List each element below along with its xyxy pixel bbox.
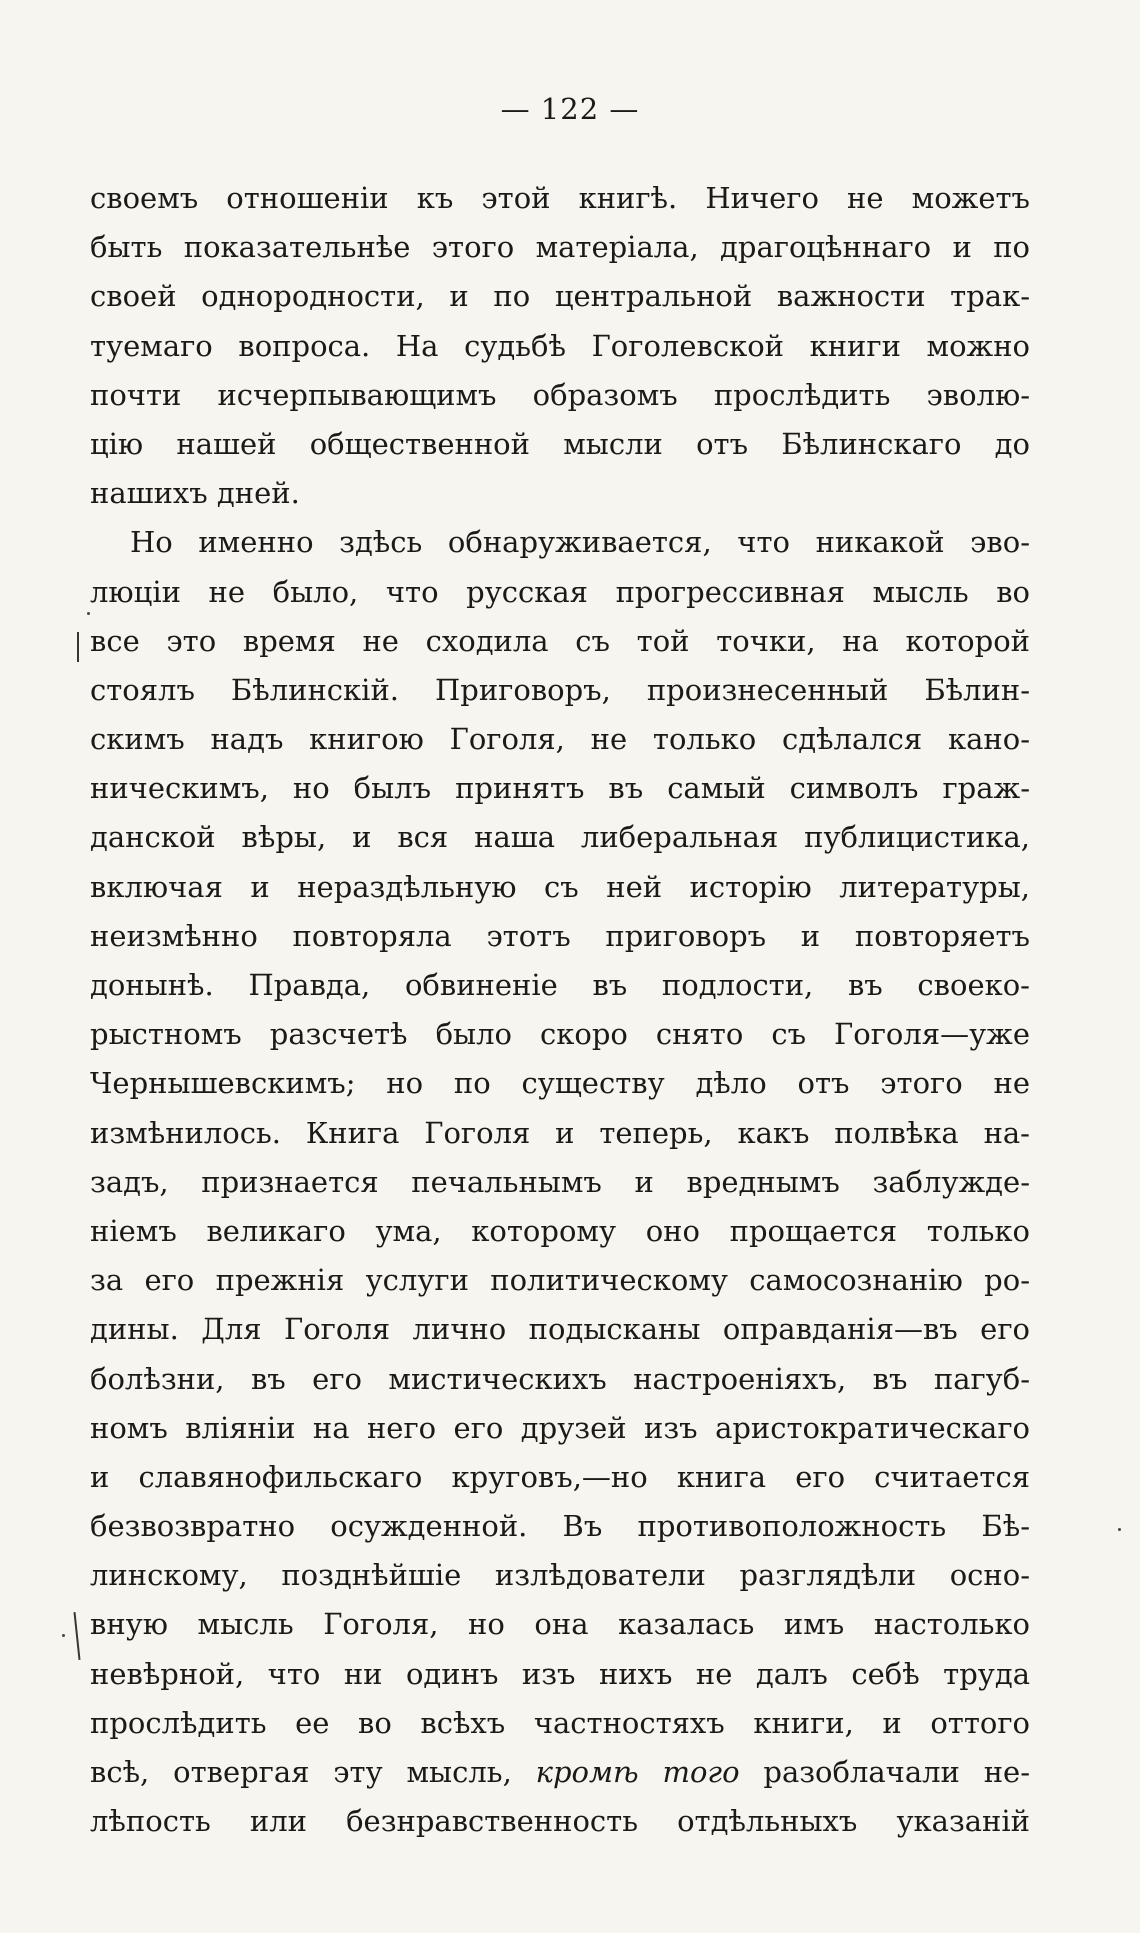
text-line: донынѣ. Правда, обвиненіе въ подлости, въ своеко-	[90, 968, 1030, 1002]
paragraph-2	[90, 518, 1030, 1846]
text-line: дины. Для Гоголя лично подысканы оправданія—въ его	[90, 1312, 1030, 1347]
text-line: рыстномъ разсчетѣ было скоро снято съ Гоголя—уже	[90, 1017, 1030, 1052]
text-line: Но именно здѣсь обнаруживается, что никакой эво-	[130, 525, 1030, 560]
text-line: номъ вліяніи на него его друзей изъ аристократическаго	[90, 1410, 1030, 1445]
text-line: все это время не сходила съ той точки, на которой	[90, 623, 1030, 658]
text-line: нашихъ дней.	[90, 476, 300, 511]
text-line: задъ, признается печальнымъ и вреднымъ заблужде-	[90, 1164, 1030, 1199]
scan-speck	[87, 612, 90, 615]
margin-mark	[77, 632, 79, 662]
text-line: стоялъ Бѣлинскій. Приговоръ, произнесенный Бѣлин-	[90, 672, 1030, 707]
text-line: линскому, позднѣйшіе излѣдователи разглядѣли осно-	[90, 1558, 1030, 1593]
text-line: безвозвратно осужденной. Въ противоположность Бѣ-	[90, 1509, 1030, 1544]
text-line: ническимъ, но былъ принятъ въ самый символъ граж-	[90, 771, 1030, 806]
scan-speck	[62, 1634, 65, 1637]
scan-speck	[1118, 1528, 1121, 1531]
text-line: туемаго вопроса. На судьбѣ Гоголевской книги можно	[90, 328, 1030, 363]
text-line: быть показательнѣе этого матеріала, драгоцѣннаго и по	[90, 230, 1030, 265]
paragraph-1	[90, 174, 1030, 518]
text-line: неизмѣнно повторяла этотъ приговоръ и повторяетъ	[90, 918, 1030, 953]
text-line: лѣпость или безнравственность отдѣльныхъ указаній	[90, 1804, 1030, 1839]
text-line: измѣнилось. Книга Гоголя и теперь, какъ полвѣка на-	[90, 1115, 1030, 1150]
text-line: цію нашей общественной мысли отъ Бѣлинскаго до	[90, 426, 1030, 461]
text-line: за его прежнія услуги политическому самосознанію ро-	[90, 1263, 1030, 1298]
text-segment: всѣ, отвергая эту мысль,	[90, 1755, 512, 1789]
page-number: — 122 —	[500, 92, 640, 126]
italic-emphasis: кромѣ того	[535, 1755, 740, 1789]
text-line: почти исчерпывающимъ образомъ прослѣдить эволю-	[90, 377, 1030, 412]
text-line: болѣзни, въ его мистическихъ настроеніяхъ, въ пагуб-	[90, 1361, 1030, 1396]
text-line: невѣрной, что ни одинъ изъ нихъ не далъ себѣ труда	[90, 1656, 1030, 1691]
text-line-with-emphasis	[90, 1748, 1030, 1797]
margin-mark	[73, 1612, 80, 1660]
text-line: включая и нераздѣльную съ ней исторію литературы,	[90, 869, 1030, 904]
text-line: и славянофильскаго круговъ,—но книга его считается	[90, 1459, 1030, 1494]
text-line: своемъ отношеніи къ этой книгѣ. Ничего не можетъ	[90, 181, 1030, 215]
text-line: вную мысль Гоголя, но она казалась имъ настолько	[90, 1607, 1030, 1642]
text-line: своей однородности, и по центральной важности трак-	[90, 279, 1030, 314]
text-segment: разоблачали не-	[763, 1755, 1030, 1789]
body-text	[90, 174, 1030, 1846]
text-line: люціи не было, что русская прогрессивная мысль во	[90, 574, 1030, 609]
text-line: данской вѣры, и вся наша либеральная публицистика,	[90, 820, 1030, 855]
text-line: прослѣдить ее во всѣхъ частностяхъ книги, и оттого	[90, 1705, 1030, 1740]
text-line: скимъ надъ книгою Гоголя, не только сдѣлался кано-	[90, 722, 1030, 757]
text-line: Чернышевскимъ; но по существу дѣло отъ этого не	[90, 1066, 1030, 1101]
text-line: ніемъ великаго ума, которому оно прощается только	[90, 1213, 1030, 1248]
